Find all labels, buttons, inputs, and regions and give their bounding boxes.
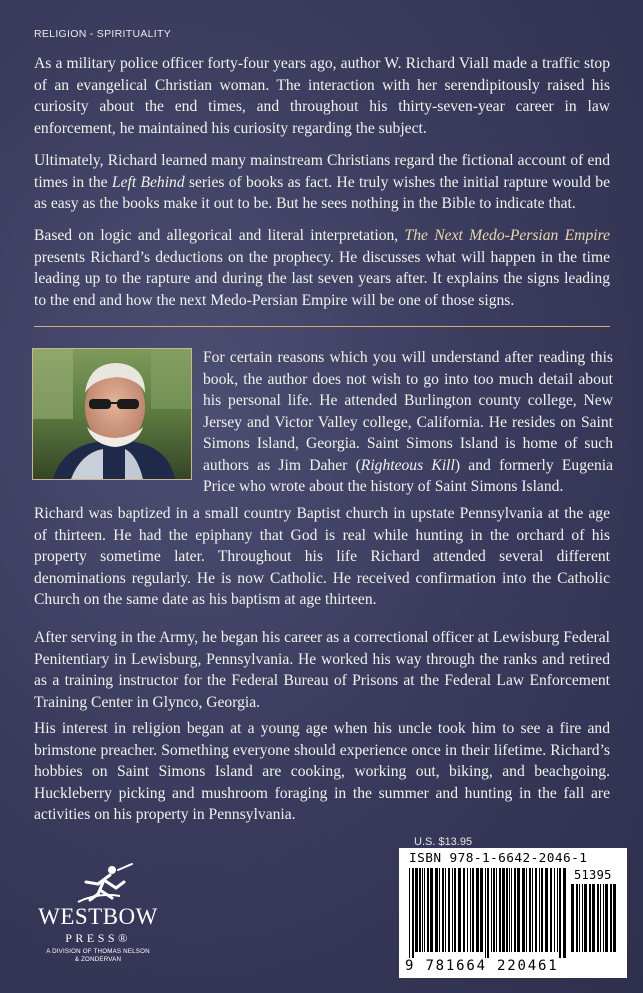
- ean-number: 9 781664 220461: [405, 958, 559, 974]
- barcode-bar: [554, 868, 555, 952]
- isbn-number: ISBN 978-1-6642-2046-1: [409, 851, 588, 866]
- barcode-bar: [476, 868, 479, 952]
- p2-text-after: series of books as fact. He truly wishes the initial rapture would be as easy as the books make it out to be. But he sees nothing in the Bible to indicate that.: [34, 173, 611, 212]
- bio-paragraph-1: [203, 347, 613, 498]
- barcode-bar: [424, 868, 425, 952]
- barcode-bar: [557, 868, 558, 952]
- intro-paragraph-3: [34, 225, 610, 311]
- barcode-bar: [613, 884, 616, 952]
- addon-barcode-bars: [569, 884, 621, 958]
- category-label: RELIGION - SPIRITUALITY: [34, 28, 172, 40]
- barcode-bar: [445, 868, 446, 952]
- barcode-bar: [545, 868, 548, 952]
- barcode-bar: [511, 868, 512, 952]
- barcode-bar: [448, 868, 450, 952]
- barcode-bar: [435, 868, 438, 952]
- author-portrait-illustration: [33, 349, 191, 479]
- publisher-press: PRESS®: [65, 931, 131, 945]
- barcode-bar: [480, 868, 483, 952]
- publisher-division-line-1: A DIVISION OF THOMAS NELSON: [46, 948, 150, 955]
- barcode-bar: [419, 868, 421, 952]
- barcode-bar: [458, 868, 461, 952]
- barcode-bar: [409, 868, 410, 958]
- isbn-barcode: [399, 848, 627, 978]
- intro-paragraph-1: As a military police officer forty-four years ago, author W. Richard Viall made a traffic stop of an evangelical Christian woman. The interaction with her serendipitously raised his curiosity about the end times, and throughout his thirty-seven-year career in law enforcement, he maintained his curiosity regarding the subject.: [34, 55, 610, 137]
- barcode-bar: [452, 868, 453, 952]
- p3-text-before: Based on logic and allegorical and literal interpretation,: [34, 227, 405, 244]
- bio-paragraph-2: Richard was baptized in a small country Baptist church in upstate Pennsylvania at the age of thirteen. He had the epiphany that God is real while hunting in the orchard of his property sometime later. Throughout his life Richard attended several different denominations regularly. He is now Catholic. He received confirmation into the Catholic Church on the same date as his baptism at age thirteen.: [34, 505, 610, 608]
- left-behind-title: Left Behind: [111, 173, 185, 191]
- barcode-bar: [576, 884, 578, 952]
- barcode-bar: [496, 868, 497, 952]
- barcode-bar: [506, 868, 508, 952]
- barcode-bar: [493, 868, 495, 952]
- price-label: U.S. $13.95: [414, 836, 473, 848]
- barcode-bar: [487, 868, 489, 958]
- addon-number: 51395: [574, 868, 612, 882]
- barcode-bar: [439, 868, 440, 952]
- barcode-bar: [509, 868, 510, 952]
- barcode-bar: [526, 868, 527, 952]
- barcode-bar: [529, 868, 531, 952]
- barcode-bar: [605, 884, 608, 952]
- barcode-bar: [550, 868, 552, 952]
- righteous-kill-title: Righteous Kill: [360, 456, 455, 474]
- barcode-bar: [592, 884, 595, 952]
- publisher-division: [28, 948, 168, 964]
- runner-figure-icon: [28, 862, 168, 906]
- ean-barcode-bars: [407, 868, 567, 958]
- barcode-bar: [603, 884, 604, 952]
- barcode-bar: [422, 868, 423, 952]
- barcode-bar: [415, 868, 418, 952]
- barcode-bar: [522, 868, 525, 952]
- barcode-bar: [467, 868, 468, 952]
- p4-text-before: For certain reasons which you will understand after reading this book, the author does not wish to go into too much detail about his personal life. He attended Burlington county college, New Jersey and Victor Valley college, California. He resides on Saint Simons Island, Georgia. Saint Simons Island is home of such authors as Jim Daher (: [203, 349, 613, 474]
- barcode-bar: [454, 868, 456, 952]
- barcode-bar: [597, 884, 599, 952]
- barcode-bar: [499, 868, 501, 952]
- barcode-bar: [463, 868, 465, 952]
- barcode-bar: [502, 868, 505, 952]
- barcode-bar: [485, 868, 486, 958]
- barcode-bar: [559, 868, 561, 958]
- barcode-bar: [430, 868, 433, 952]
- barcode-bar: [427, 868, 429, 952]
- barcode-bar: [539, 868, 540, 952]
- barcode-bar: [412, 868, 414, 958]
- barcode-bar: [610, 884, 612, 952]
- barcode-bar: [541, 868, 543, 952]
- barcode-bar: [532, 868, 533, 952]
- book-title: The Next Medo-Persian Empire: [404, 227, 610, 244]
- barcode-bar: [535, 868, 537, 952]
- barcode-bar: [491, 868, 492, 952]
- barcode-bar: [472, 868, 474, 952]
- publisher-division-line-2: & ZONDERVAN: [74, 956, 122, 963]
- barcode-bar: [589, 884, 591, 952]
- barcode-bar: [470, 868, 471, 952]
- barcode-bar: [600, 884, 601, 952]
- barcode-bar: [579, 884, 580, 952]
- publisher-name: WESTBOW: [38, 904, 158, 929]
- author-photo: [32, 348, 192, 480]
- barcode-bar: [584, 884, 587, 952]
- barcode-bar: [517, 868, 520, 952]
- bio-paragraph-4: His interest in religion began at a young age when his uncle took him to see a fire and brimstone preacher. Something everyone should experience once in their lifetime. Richard’s hobbies on Saint Simons Island are cooking, working out, biking, and beachgoing. Huckleberry picking and mushroom foraging in the summer and hunting in the fall are activities on his property in Pennsylvania.: [34, 720, 610, 823]
- p4-text-after: ) and formerly Eugenia Price who wrote about the history of Saint Simons Island.: [203, 456, 614, 495]
- p2-text-before: Ultimately, Richard learned many mainstream Christians regard the fictional account of end times in the: [34, 152, 610, 191]
- publisher-logo: [28, 862, 168, 982]
- section-divider: [34, 326, 610, 327]
- barcode-bar: [571, 884, 574, 952]
- intro-paragraph-2: [34, 150, 610, 215]
- p3-text-after: presents Richard’s deductions on the prophecy. He discusses what will happen in the time leading up to the rapture and during the last seven years after. It explains the signs leading to the end and how the next Medo-Persian Empire will be one of those signs.: [34, 248, 610, 309]
- barcode-bar: [582, 884, 583, 952]
- bio-paragraph-3: After serving in the Army, he began his career as a correctional officer at Lewisburg Federal Penitentiary in Lewisburg, Pennsylvania. He worked his way through the ranks and retired as a training instructor for the Federal Bureau of Prisons at the Federal Law Enforcement Training Center in Glynco, Georgia.: [34, 629, 610, 711]
- barcode-bar: [514, 868, 516, 952]
- barcode-bar: [563, 868, 566, 958]
- barcode-bar: [442, 868, 444, 952]
